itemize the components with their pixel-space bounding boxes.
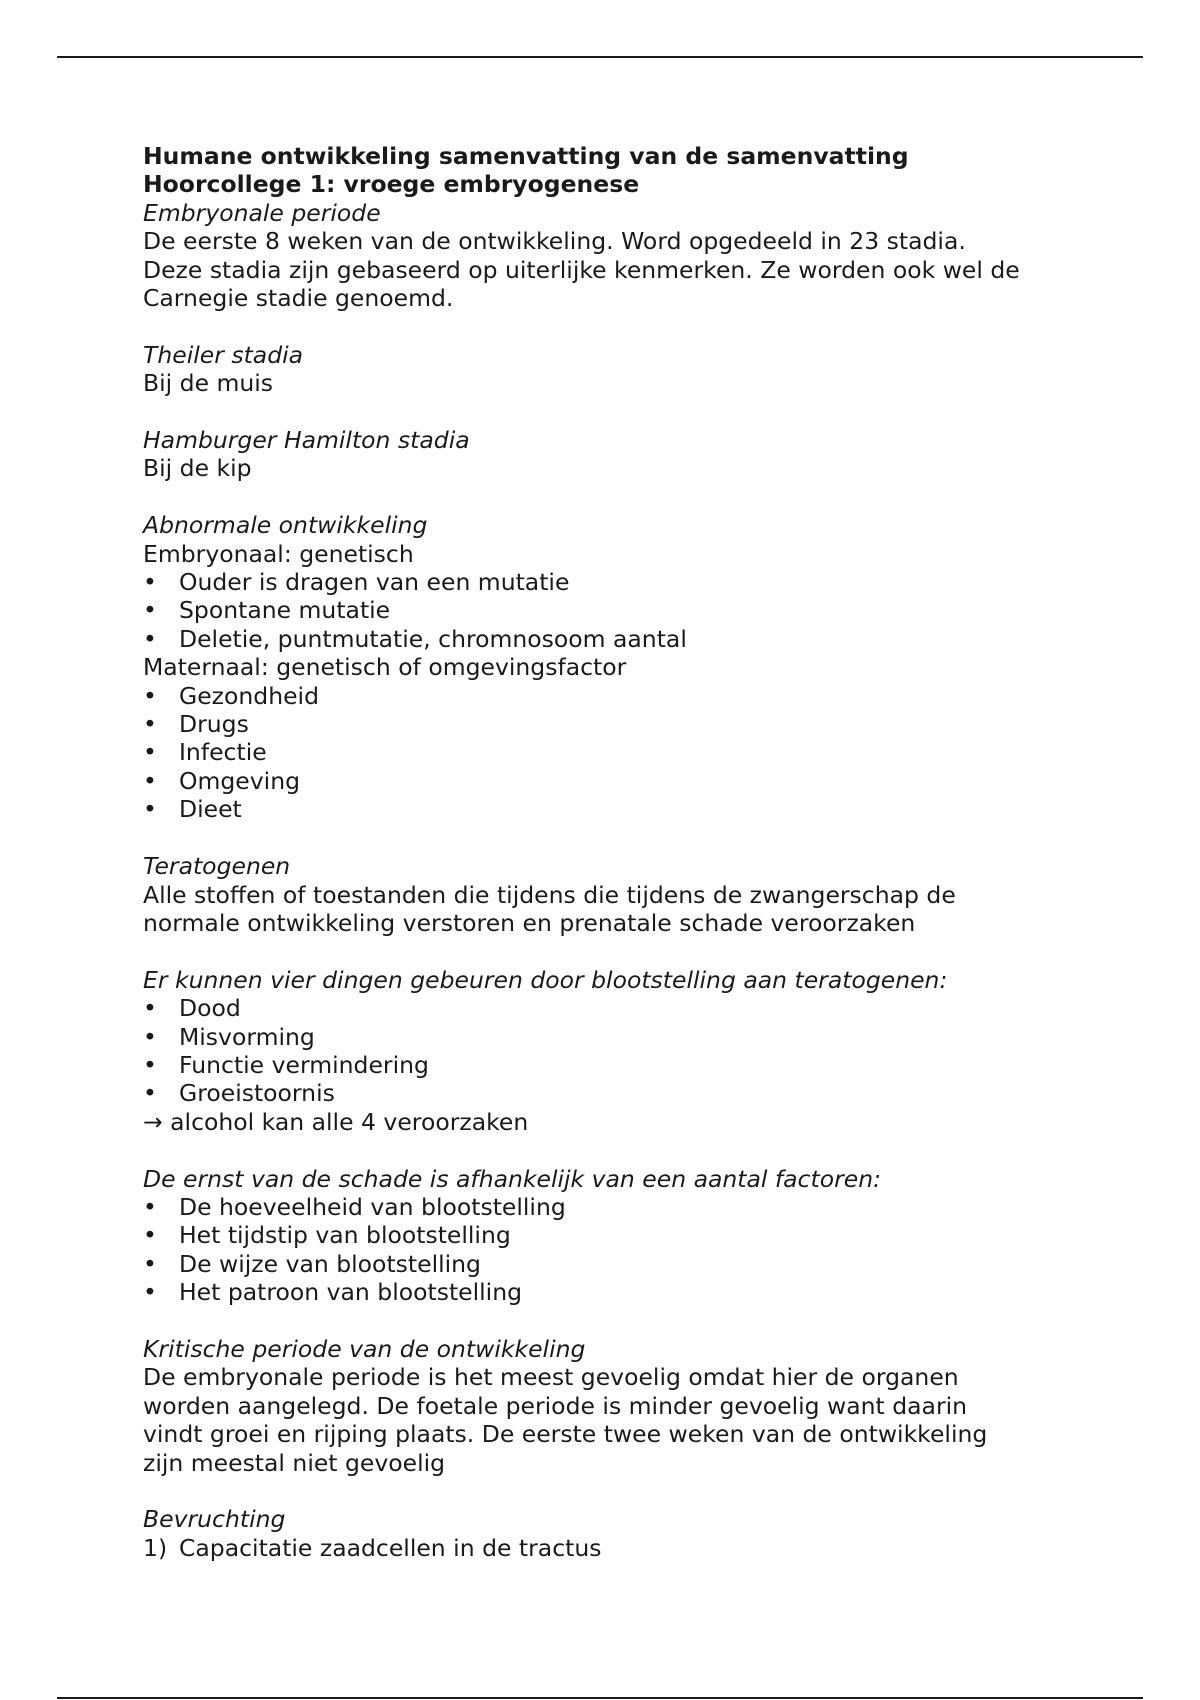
paragraph-line: De embryonale periode is het meest gevoelig omdat hier de organen xyxy=(143,1363,959,1392)
bullet-icon: • xyxy=(143,1221,157,1250)
paragraph-line: vindt groei en rijping plaats. De eerste twee weken van de ontwikkeling xyxy=(143,1420,988,1449)
list-label: Maternaal: genetisch of omgevingsfactor xyxy=(143,653,627,682)
paragraph-line: Bij de muis xyxy=(143,369,274,398)
paragraph-line: normale ontwikkeling verstoren en prenatale schade veroorzaken xyxy=(143,908,916,937)
bullet-icon: • xyxy=(143,596,157,625)
document-subtitle: Hoorcollege 1: vroege embryogenese xyxy=(143,170,640,199)
section-heading-ernst: De ernst van de schade is afhankelijk van een aantal factoren: xyxy=(143,1164,882,1193)
document-body xyxy=(143,142,1083,1562)
list-item: • Het patroon van blootstelling xyxy=(143,1278,523,1307)
numbered-list-item: 1) Capacitatie zaadcellen in de tractus xyxy=(143,1533,602,1562)
list-item: • Dood xyxy=(143,994,241,1023)
section-heading-theiler: Theiler stadia xyxy=(143,340,304,369)
bullet-icon: • xyxy=(143,738,157,767)
spacer xyxy=(143,1136,1083,1164)
list-item: • Omgeving xyxy=(143,766,301,795)
spacer xyxy=(143,483,1083,511)
paragraph-line: zijn meestal niet gevoelig xyxy=(143,1448,446,1477)
section-heading-kritische: Kritische periode van de ontwikkeling xyxy=(143,1334,586,1363)
list-item: • Ouder is dragen van een mutatie xyxy=(143,568,570,597)
bullet-icon: • xyxy=(143,795,157,824)
list-item: • Groeistoornis xyxy=(143,1079,335,1108)
bullet-icon: • xyxy=(143,1022,157,1051)
document-title: Humane ontwikkeling samenvatting van de samenvatting xyxy=(143,142,909,170)
bullet-icon: • xyxy=(143,1278,157,1307)
section-heading-teratogenen: Teratogenen xyxy=(143,852,291,881)
list-item: • Functie vermindering xyxy=(143,1050,429,1079)
section-heading-hamburger: Hamburger Hamilton stadia xyxy=(143,426,470,455)
paragraph-line: Deze stadia zijn gebaseerd op uiterlijke kenmerken. Ze worden ook wel de xyxy=(143,255,1020,284)
section-heading-abnormale: Abnormale ontwikkeling xyxy=(143,511,428,540)
section-heading-embryonale: Embryonale periode xyxy=(143,198,381,227)
paragraph-line: Alle stoffen of toestanden die tijdens die tijdens de zwangerschap de xyxy=(143,880,956,909)
list-item: • Infectie xyxy=(143,738,267,767)
paragraph-line: Carnegie stadie genoemd. xyxy=(143,284,454,313)
bullet-icon: • xyxy=(143,994,157,1023)
spacer xyxy=(143,1307,1083,1335)
list-item: • De hoeveelheid van blootstelling xyxy=(143,1192,566,1221)
bullet-icon: • xyxy=(143,766,157,795)
spacer xyxy=(143,1477,1083,1505)
list-item: • Deletie, puntmutatie, chromnosoom aantal xyxy=(143,624,687,653)
list-item: • Drugs xyxy=(143,710,249,739)
bottom-rule xyxy=(57,1697,1143,1699)
list-item: • Spontane mutatie xyxy=(143,596,391,625)
spacer xyxy=(143,824,1083,852)
bullet-icon: • xyxy=(143,681,157,710)
section-heading-bevruchting: Bevruchting xyxy=(143,1505,286,1534)
bullet-icon: • xyxy=(143,624,157,653)
paragraph-line: worden aangelegd. De foetale periode is minder gevoelig want daarin xyxy=(143,1391,968,1420)
paragraph-line: Bij de kip xyxy=(143,454,252,483)
bullet-icon: • xyxy=(143,1249,157,1278)
spacer xyxy=(143,937,1083,965)
bullet-icon: • xyxy=(143,1050,157,1079)
list-label: Embryonaal: genetisch xyxy=(143,539,414,568)
bullet-icon: • xyxy=(143,1192,157,1221)
bullet-icon: • xyxy=(143,1079,157,1108)
top-rule xyxy=(57,56,1143,58)
list-item: • Misvorming xyxy=(143,1022,315,1051)
list-number: 1) xyxy=(143,1533,168,1562)
bullet-icon: • xyxy=(143,710,157,739)
list-item: • Dieet xyxy=(143,795,242,824)
list-item: • De wijze van blootstelling xyxy=(143,1249,481,1278)
section-heading-vier-dingen: Er kunnen vier dingen gebeuren door blootstelling aan teratogenen: xyxy=(143,965,948,994)
list-item: • Gezondheid xyxy=(143,681,319,710)
bullet-icon: • xyxy=(143,568,157,597)
spacer xyxy=(143,398,1083,426)
list-item: • Het tijdstip van blootstelling xyxy=(143,1221,511,1250)
arrow-note: → alcohol kan alle 4 veroorzaken xyxy=(143,1107,529,1136)
spacer xyxy=(143,312,1083,340)
paragraph-line: De eerste 8 weken van de ontwikkeling. Word opgedeeld in 23 stadia. xyxy=(143,227,966,256)
